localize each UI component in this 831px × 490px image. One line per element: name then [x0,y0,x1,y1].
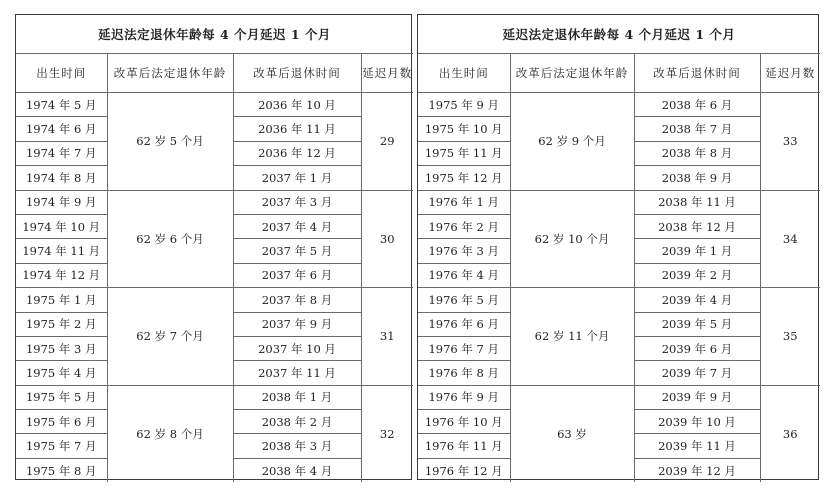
retirement-time-cell: 2038 年 7 月 [634,117,760,141]
table-left [16,15,413,482]
birth-date-cell: 1974 年 12 月 [16,263,107,287]
table-left-body [16,15,413,482]
header-retirement-time: 改革后退休时间 [233,54,361,93]
birth-date-cell: 1976 年 7 月 [418,336,510,360]
header-delay-months: 延迟月数 [760,54,820,93]
birth-date-cell: 1976 年 6 月 [418,312,510,336]
birth-date-cell: 1974 年 5 月 [16,93,107,117]
delay-months-cell: 29 [361,93,413,191]
retirement-age-cell: 63 岁 [510,385,634,482]
retirement-table-left [15,14,412,480]
birth-date-cell: 1974 年 10 月 [16,214,107,238]
retirement-time-cell: 2037 年 8 月 [233,288,361,312]
table-row [418,190,820,214]
birth-date-cell: 1975 年 8 月 [16,458,107,482]
birth-date-cell: 1976 年 9 月 [418,385,510,409]
header-retirement-age: 改革后法定退休年龄 [510,54,634,93]
birth-date-cell: 1976 年 11 月 [418,434,510,458]
table-row [418,93,820,117]
retirement-time-cell: 2038 年 2 月 [233,410,361,434]
retirement-time-cell: 2039 年 7 月 [634,361,760,385]
retirement-time-cell: 2038 年 6 月 [634,93,760,117]
retirement-age-cell: 62 岁 10 个月 [510,190,634,288]
retirement-age-cell: 62 岁 8 个月 [107,385,233,482]
table-row [16,93,413,117]
birth-date-cell: 1976 年 8 月 [418,361,510,385]
birth-date-cell: 1974 年 6 月 [16,117,107,141]
table-row [16,190,413,214]
retirement-time-cell: 2037 年 5 月 [233,239,361,263]
retirement-time-cell: 2037 年 6 月 [233,263,361,287]
retirement-time-cell: 2039 年 10 月 [634,410,760,434]
birth-date-cell: 1975 年 4 月 [16,361,107,385]
retirement-time-cell: 2039 年 12 月 [634,458,760,482]
retirement-time-cell: 2039 年 2 月 [634,263,760,287]
birth-date-cell: 1975 年 6 月 [16,410,107,434]
birth-date-cell: 1975 年 12 月 [418,166,510,190]
delay-months-cell: 36 [760,385,820,482]
table-header-row [418,54,820,93]
birth-date-cell: 1975 年 7 月 [16,434,107,458]
birth-date-cell: 1975 年 9 月 [418,93,510,117]
header-delay-months: 延迟月数 [361,54,413,93]
retirement-time-cell: 2039 年 6 月 [634,336,760,360]
retirement-time-cell: 2037 年 4 月 [233,214,361,238]
retirement-time-cell: 2038 年 3 月 [233,434,361,458]
retirement-time-cell: 2036 年 11 月 [233,117,361,141]
delay-months-cell: 32 [361,385,413,482]
birth-date-cell: 1975 年 11 月 [418,141,510,165]
table-row [16,385,413,409]
birth-date-cell: 1976 年 10 月 [418,410,510,434]
header-retirement-age: 改革后法定退休年龄 [107,54,233,93]
table-right-body [418,15,820,482]
table-title: 延迟法定退休年龄每 4 个月延迟 1 个月 [418,15,820,54]
delay-months-cell: 31 [361,288,413,386]
retirement-time-cell: 2039 年 5 月 [634,312,760,336]
table-right [418,15,820,482]
birth-date-cell: 1976 年 1 月 [418,190,510,214]
retirement-time-cell: 2039 年 9 月 [634,385,760,409]
retirement-age-cell: 62 岁 5 个月 [107,93,233,191]
table-title-row [418,15,820,54]
birth-date-cell: 1974 年 8 月 [16,166,107,190]
birth-date-cell: 1974 年 11 月 [16,239,107,263]
retirement-time-cell: 2038 年 11 月 [634,190,760,214]
header-retirement-time: 改革后退休时间 [634,54,760,93]
retirement-time-cell: 2039 年 1 月 [634,239,760,263]
retirement-time-cell: 2038 年 8 月 [634,141,760,165]
retirement-time-cell: 2036 年 10 月 [233,93,361,117]
birth-date-cell: 1975 年 3 月 [16,336,107,360]
birth-date-cell: 1975 年 2 月 [16,312,107,336]
retirement-time-cell: 2038 年 9 月 [634,166,760,190]
retirement-time-cell: 2038 年 4 月 [233,458,361,482]
retirement-table-right [417,14,819,480]
retirement-time-cell: 2037 年 9 月 [233,312,361,336]
table-title: 延迟法定退休年龄每 4 个月延迟 1 个月 [16,15,413,54]
retirement-age-cell: 62 岁 6 个月 [107,190,233,288]
retirement-time-cell: 2038 年 1 月 [233,385,361,409]
retirement-time-cell: 2039 年 11 月 [634,434,760,458]
birth-date-cell: 1975 年 5 月 [16,385,107,409]
table-header-row [16,54,413,93]
table-title-row [16,15,413,54]
birth-date-cell: 1976 年 3 月 [418,239,510,263]
header-birth-date: 出生时间 [16,54,107,93]
birth-date-cell: 1975 年 1 月 [16,288,107,312]
delay-months-cell: 34 [760,190,820,288]
birth-date-cell: 1976 年 4 月 [418,263,510,287]
table-row [418,288,820,312]
retirement-time-cell: 2037 年 11 月 [233,361,361,385]
retirement-time-cell: 2039 年 4 月 [634,288,760,312]
retirement-time-cell: 2038 年 12 月 [634,214,760,238]
delay-months-cell: 35 [760,288,820,386]
table-row [16,288,413,312]
birth-date-cell: 1974 年 7 月 [16,141,107,165]
retirement-age-cell: 62 岁 9 个月 [510,93,634,191]
retirement-time-cell: 2037 年 10 月 [233,336,361,360]
birth-date-cell: 1976 年 12 月 [418,458,510,482]
retirement-age-cell: 62 岁 11 个月 [510,288,634,386]
delay-months-cell: 30 [361,190,413,288]
retirement-time-cell: 2037 年 3 月 [233,190,361,214]
delay-months-cell: 33 [760,93,820,191]
retirement-age-cell: 62 岁 7 个月 [107,288,233,386]
retirement-time-cell: 2036 年 12 月 [233,141,361,165]
birth-date-cell: 1975 年 10 月 [418,117,510,141]
birth-date-cell: 1976 年 5 月 [418,288,510,312]
birth-date-cell: 1974 年 9 月 [16,190,107,214]
birth-date-cell: 1976 年 2 月 [418,214,510,238]
retirement-time-cell: 2037 年 1 月 [233,166,361,190]
table-row [418,385,820,409]
header-birth-date: 出生时间 [418,54,510,93]
